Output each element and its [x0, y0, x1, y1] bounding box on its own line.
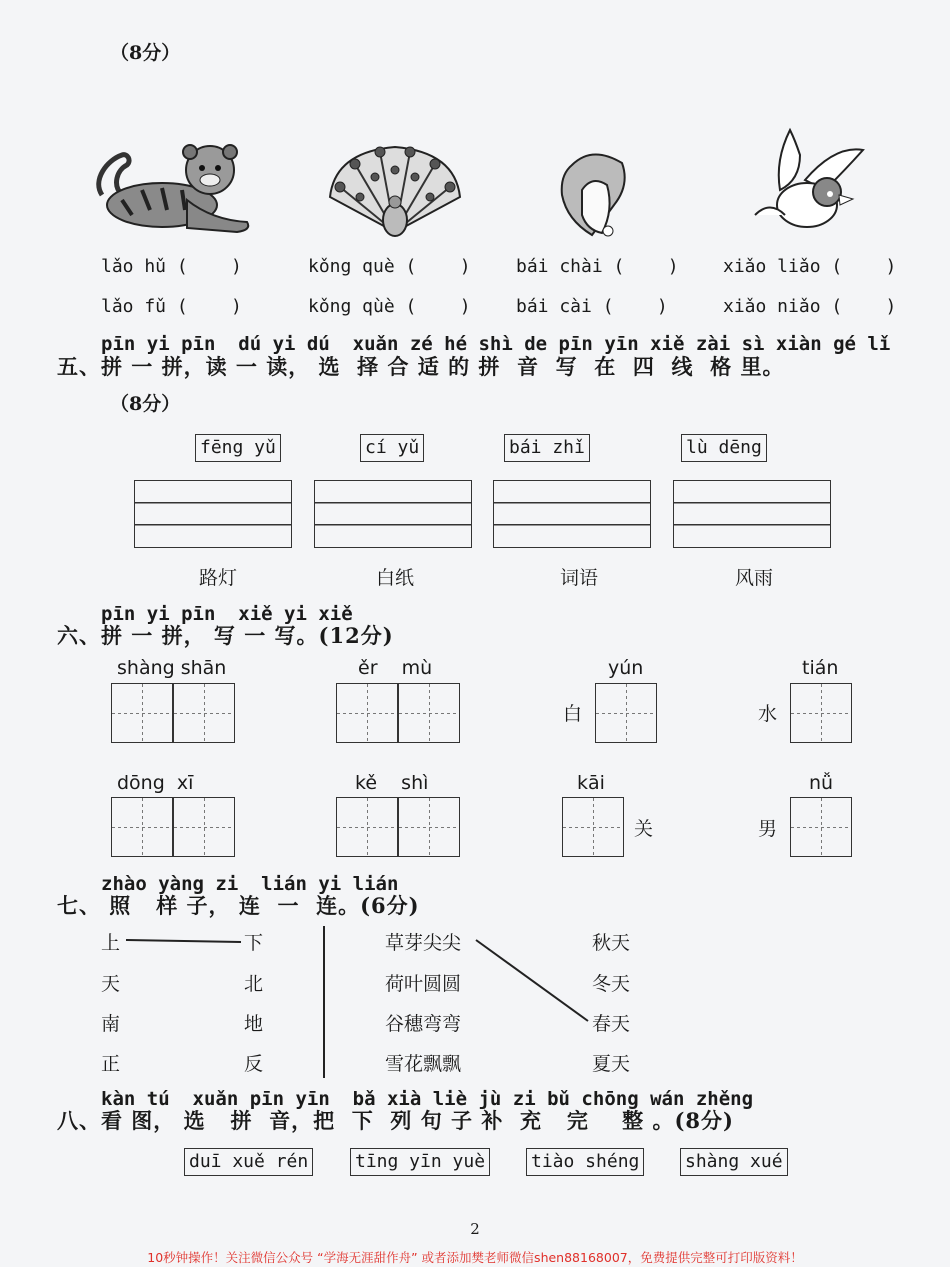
match-season[interactable]: 春天 [592, 1013, 631, 1035]
example-connect-line [126, 940, 241, 942]
given-character: 水 [758, 703, 778, 725]
tianzige-box[interactable] [111, 797, 173, 857]
tianzige-pinyin: ěr mù [358, 657, 433, 679]
section7-pinyin: zhào yàng zi lián yi lián [101, 873, 399, 895]
tianzige-box[interactable] [398, 797, 460, 857]
four-line-grid[interactable] [134, 480, 292, 548]
section4-score: （8分） [110, 42, 181, 64]
given-character: 关 [634, 818, 654, 840]
section5-pinyin: pīn yi pīn dú yi dú xuǎn zé hé shì de pīn yīn xiě zài sì xiàn gé lǐ [101, 333, 891, 355]
pinyin-option-box: lù dēng [681, 434, 767, 462]
section4-choice: bái chài ( ) [516, 256, 679, 277]
match-item-left[interactable]: 天 [101, 973, 121, 995]
bird-picture [745, 120, 865, 240]
tianzige-pinyin: dōng xī [117, 772, 194, 794]
word-label: 白纸 [376, 567, 415, 589]
section8-pinyin: kàn tú xuǎn pīn yīn bǎ xià liè jù zi bǔ chōng wán zhěng [101, 1088, 754, 1110]
tianzige-box[interactable] [790, 797, 852, 857]
match-item-right[interactable]: 北 [244, 973, 264, 995]
match-item-left[interactable]: 正 [101, 1053, 121, 1075]
word-label: 路灯 [199, 567, 238, 589]
tianzige-pinyin: kāi [577, 772, 605, 794]
tianzige-pinyin: kě shì [355, 772, 429, 794]
pinyin-option-box: tīng yīn yuè [350, 1148, 490, 1176]
tianzige-pinyin: tián [802, 657, 839, 679]
section4-choice: lǎo fǔ ( ) [101, 296, 242, 317]
tianzige-pinyin: yún [608, 657, 644, 679]
tianzige-box[interactable] [336, 797, 398, 857]
match-item-left[interactable]: 南 [101, 1013, 121, 1035]
match-season[interactable]: 冬天 [592, 973, 631, 995]
cabbage-picture [552, 145, 632, 240]
tiger-picture [92, 140, 254, 240]
footer-notice: 10秒钟操作！关注微信公众号 “学海无涯甜作舟” 或者添加樊老师微信shen88168007，免费提供完整可打印版资料！ [147, 1250, 803, 1265]
match-season[interactable]: 秋天 [592, 932, 631, 954]
word-label: 风雨 [735, 567, 774, 589]
tianzige-box[interactable] [111, 683, 173, 743]
section4-choice: xiǎo niǎo ( ) [723, 296, 897, 317]
pinyin-option-box: cí yǔ [360, 434, 424, 462]
match-item-right[interactable]: 下 [244, 932, 264, 954]
section7-title: 七、 照 样 子， 连 一 连。(6分) [57, 893, 420, 918]
word-label: 词语 [560, 567, 599, 589]
section4-choice: bái cài ( ) [516, 296, 668, 317]
tianzige-box[interactable] [173, 683, 235, 743]
section4-choice: xiǎo liǎo ( ) [723, 256, 897, 277]
match-phrase[interactable]: 荷叶圆圆 [385, 973, 462, 995]
pinyin-option-box: tiào shéng [526, 1148, 644, 1176]
four-line-grid[interactable] [314, 480, 472, 548]
peacock-picture [325, 142, 465, 240]
match-season[interactable]: 夏天 [592, 1053, 631, 1075]
tianzige-box[interactable] [790, 683, 852, 743]
four-line-grid[interactable] [673, 480, 831, 548]
pinyin-option-box: shàng xué [680, 1148, 788, 1176]
section5-title: 五、拼 一 拼，读 一 读， 选 择 合 适 的 拼 音 写 在 四 线 格 里。 [57, 354, 785, 379]
page-number: 2 [470, 1220, 480, 1238]
tianzige-box[interactable] [562, 797, 624, 857]
tianzige-pinyin: nǚ [809, 772, 834, 794]
tianzige-pinyin: shàng shān [117, 657, 227, 679]
example-connect-line [476, 940, 588, 1021]
match-item-right[interactable]: 地 [244, 1013, 264, 1035]
four-line-grid[interactable] [493, 480, 651, 548]
section4-choice: kǒng què ( ) [308, 256, 471, 277]
match-item-right[interactable]: 反 [244, 1053, 264, 1075]
section6-pinyin: pīn yi pīn xiě yi xiě [101, 603, 353, 625]
given-character: 白 [563, 703, 583, 725]
tianzige-box[interactable] [398, 683, 460, 743]
match-phrase[interactable]: 谷穗弯弯 [385, 1013, 462, 1035]
tianzige-box[interactable] [173, 797, 235, 857]
section4-choice: lǎo hǔ ( ) [101, 256, 242, 277]
section4-choice: kǒng qùè ( ) [308, 296, 471, 317]
section5-score: （8分） [110, 393, 181, 415]
match-phrase[interactable]: 雪花飘飘 [385, 1053, 462, 1075]
tianzige-box[interactable] [336, 683, 398, 743]
section6-title: 六、拼 一 拼， 写 一 写。(12分) [57, 623, 394, 648]
match-item-left[interactable]: 上 [101, 932, 121, 954]
tianzige-box[interactable] [595, 683, 657, 743]
section8-title: 八、看 图， 选 拼 音，把 下 列 句 子 补 充 完 整 。(8分) [57, 1108, 734, 1133]
pinyin-option-box: bái zhǐ [504, 434, 590, 462]
match-phrase[interactable]: 草芽尖尖 [385, 932, 462, 954]
given-character: 男 [758, 818, 778, 840]
pinyin-option-box: duī xuě rén [184, 1148, 313, 1176]
pinyin-option-box: fēng yǔ [195, 434, 281, 462]
